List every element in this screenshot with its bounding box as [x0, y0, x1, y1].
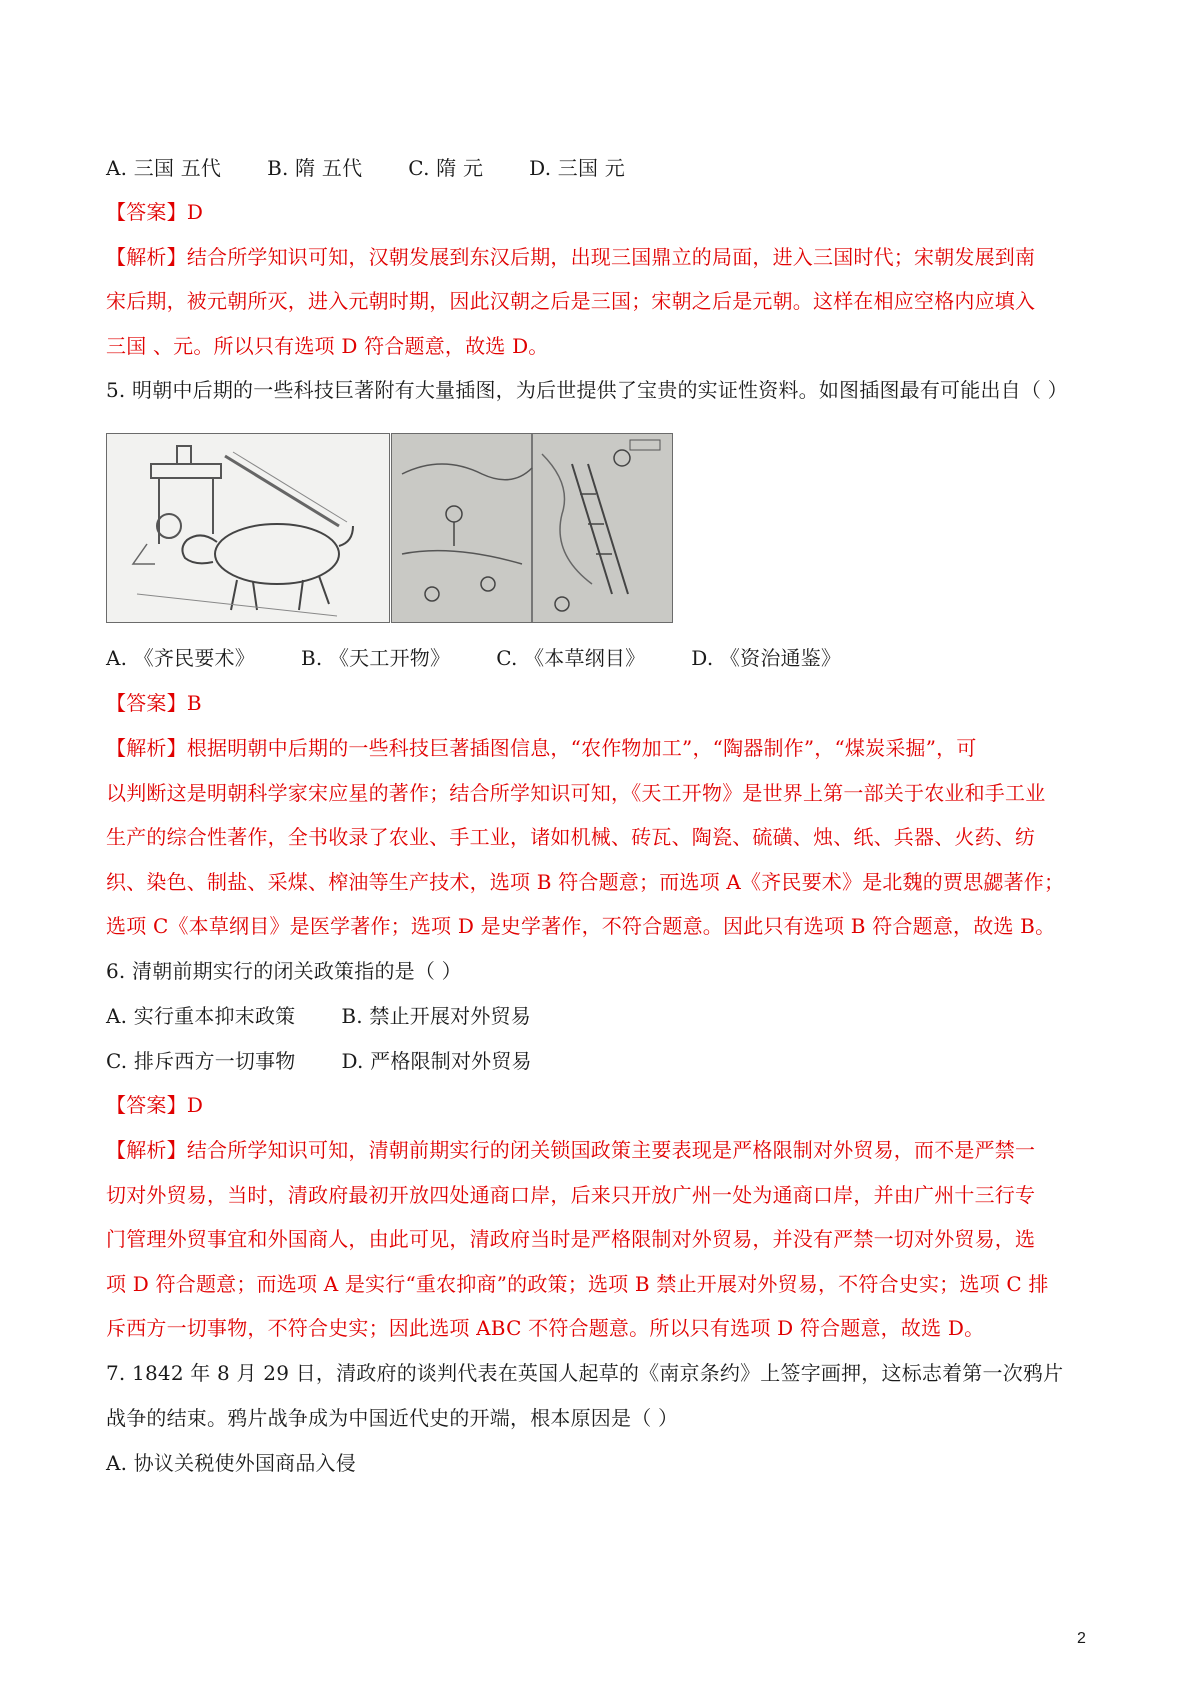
q6-analysis-line: 门管理外贸事宜和外国商人，由此可见，清政府当时是严格限制对外贸易，并没有严禁一切对外贸易，选	[106, 1227, 1036, 1251]
q5-options	[106, 646, 887, 670]
analysis-tag: 【解析】	[106, 1138, 187, 1162]
ox-mill-drawing	[107, 434, 389, 622]
q6-stem: 6. 清朝前期实行的闭关政策指的是（ ）	[106, 959, 462, 983]
q6-option-d: D. 严格限制对外贸易	[341, 1049, 532, 1073]
page-number: 2	[1077, 1630, 1086, 1647]
q4-option-c: C. 隋 元	[408, 156, 484, 180]
q6-option-b: B. 禁止开展对外贸易	[341, 1004, 531, 1028]
analysis-tag: 【解析】	[106, 736, 187, 760]
q6-answer	[106, 1093, 203, 1117]
q6-analysis-line: 斥西方一切事物，不符合史实；因此选项 ABC 不符合题意。所以只有选项 D 符合题意，故选 D。	[106, 1316, 985, 1340]
illustration-mining	[391, 433, 673, 623]
q4-option-a: A. 三国 五代	[106, 156, 222, 180]
q6-option-a: A. 实行重本抑末政策	[106, 1004, 296, 1028]
answer-value: B	[186, 691, 202, 715]
q6-analysis-line: 切对外贸易，当时，清政府最初开放四处通商口岸，后来只开放广州一处为通商口岸，并由广州十三行专	[106, 1183, 1036, 1207]
q4-options	[106, 156, 671, 180]
q5-option-c: C. 《本草纲目》	[496, 646, 646, 670]
analysis-tag: 【解析】	[106, 245, 187, 269]
analysis-text: 结合所学知识可知，清朝前期实行的闭关锁国政策主要表现是严格限制对外贸易，而不是严禁一	[186, 1138, 1036, 1162]
mining-drawing	[392, 434, 672, 622]
q6-options-row2	[106, 1049, 578, 1073]
q4-analysis-line	[106, 245, 1035, 269]
q5-analysis-line: 以判断这是明朝科学家宋应星的著作；结合所学知识可知，《天工开物》是世界上第一部关于农业和手工业	[106, 781, 1046, 805]
q4-answer	[106, 200, 203, 224]
q5-analysis-line	[106, 736, 977, 760]
q6-options-row1	[106, 1004, 577, 1028]
q5-option-a: A. 《齐民要术》	[106, 646, 255, 670]
q5-analysis-line: 生产的综合性著作，全书收录了农业、手工业，诸如机械、砖瓦、陶瓷、硫磺、烛、纸、兵器、火药、纺	[106, 825, 1036, 849]
q4-analysis-line: 三国 、元。所以只有选项 D 符合题意，故选 D。	[106, 334, 549, 358]
q5-option-d: D. 《资治通鉴》	[691, 646, 842, 670]
q7-option-a: A. 协议关税使外国商品入侵	[106, 1451, 356, 1475]
q5-analysis-line: 选项 C《本草纲目》是医学著作；选项 D 是史学著作，不符合题意。因此只有选项 B 符合题意，故选 B。	[106, 914, 1056, 938]
q6-analysis-line	[106, 1138, 1035, 1162]
q6-option-c: C. 排斥西方一切事物	[106, 1049, 296, 1073]
q4-analysis-line: 宋后期，被元朝所灭，进入元朝时期，因此汉朝之后是三国；宋朝之后是元朝。这样在相应空格内应填入	[106, 289, 1036, 313]
q7-stem-line: 7. 1842 年 8 月 29 日，清政府的谈判代表在英国人起草的《南京条约》上签字画押，这标志着第一次鸦片	[106, 1361, 1064, 1385]
q5-illustration	[106, 433, 673, 623]
q6-analysis-line: 项 D 符合题意；而选项 A 是实行“重农抑商”的政策；选项 B 禁止开展对外贸易，不符合史实；选项 C 排	[106, 1272, 1049, 1296]
q5-answer	[106, 691, 202, 715]
q4-option-d: D. 三国 元	[529, 156, 625, 180]
answer-value: D	[186, 1093, 204, 1117]
analysis-text: 根据明朝中后期的一些科技巨著插图信息，“农作物加工”，“陶器制作”，“煤炭采掘”，可	[186, 736, 977, 760]
q5-option-b: B. 《天工开物》	[300, 646, 451, 670]
q7-stem-line: 战争的结束。鸦片战争成为中国近代史的开端，根本原因是（ ）	[106, 1406, 679, 1430]
illustration-ox-mill	[106, 433, 390, 623]
q5-analysis-line: 织、染色、制盐、采煤、榨油等生产技术，选项 B 符合题意；而选项 A《齐民要术》是北魏的贾思勰著作；	[106, 870, 1065, 894]
q5-stem: 5. 明朝中后期的一些科技巨著附有大量插图，为后世提供了宝贵的实证性资料。如图插图最有可能出自（ ）	[106, 378, 1068, 402]
answer-tag: 【答案】	[106, 691, 187, 715]
answer-tag: 【答案】	[106, 1093, 187, 1117]
q4-option-b: B. 隋 五代	[267, 156, 363, 180]
analysis-text: 结合所学知识可知，汉朝发展到东汉后期，出现三国鼎立的局面，进入三国时代；宋朝发展到南	[186, 245, 1036, 269]
answer-value: D	[186, 200, 204, 224]
answer-tag: 【答案】	[106, 200, 187, 224]
